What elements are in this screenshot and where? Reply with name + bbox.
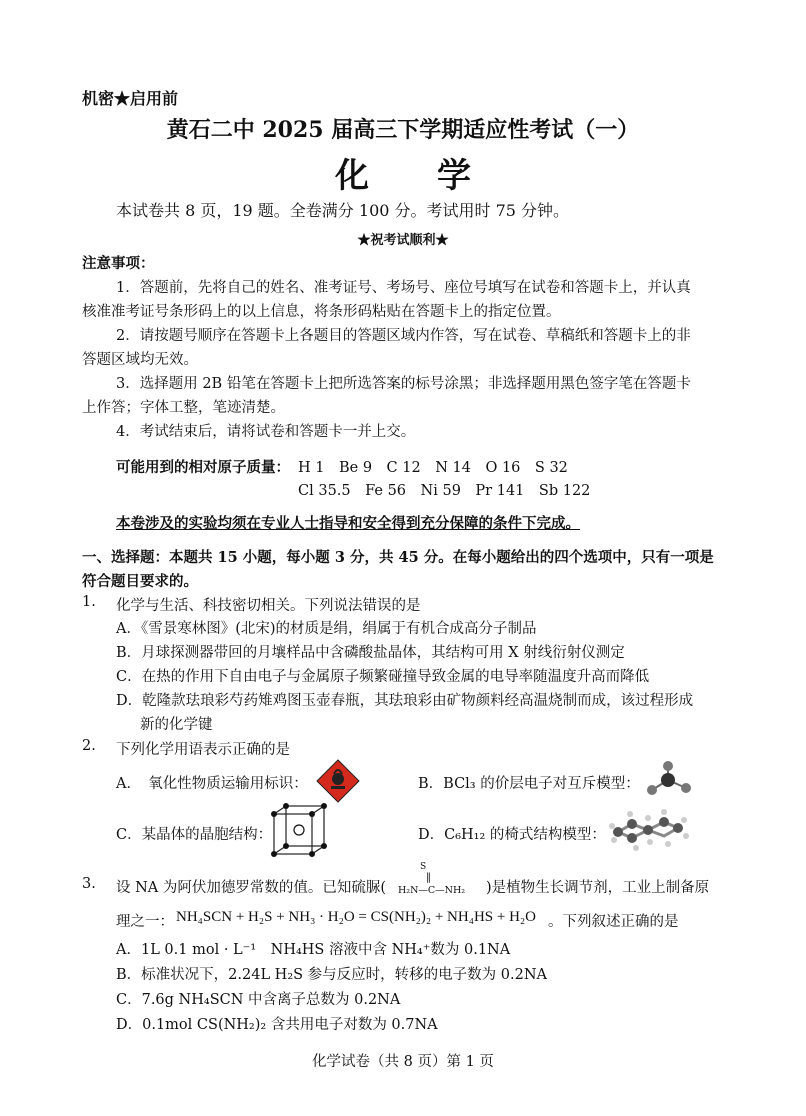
section-heading-cont: 符合题目要求的。 — [82, 573, 198, 590]
option-a: A． 氧化性物质运输用标识： — [116, 776, 308, 792]
notes-heading: 注意事项： — [82, 255, 155, 272]
option-c: C．7.6g NH₄SCN 中含离子总数为 0.2NA — [116, 992, 401, 1008]
question-stem: 化学与生活、科技密切相关。下列说法错误的是 — [116, 598, 421, 614]
question-number: 1. — [82, 594, 96, 610]
option-a: A．《雪景寒林图》(北宋)的材质是绢，绢属于有机合成高分子制品 — [116, 621, 537, 637]
atomic-mass-row2: Cl 35.5 Fe 56 Ni 59 Pr 141 Sb 122 — [298, 483, 591, 499]
blessing: ★祝考试顺利★ — [357, 233, 449, 248]
thiourea-formula: H₂N—C—NH₂ — [398, 885, 466, 896]
question-number: 3. — [82, 876, 96, 892]
question-stem-line2: 理之一： — [116, 914, 174, 930]
chair-model-icon — [608, 808, 690, 852]
note-item: 核准准考证号条形码上的以上信息，将条形码粘贴在答题卡上的指定位置。 — [82, 304, 561, 320]
option-d: D．0.1mol CS(NH₂)₂ 含共用电子对数为 0.7NA — [116, 1017, 438, 1033]
note-item: 3．选择题用 2B 铅笔在答题卡上把所选答案的标号涂黑；非选择题用黑色签字笔在答题卡 — [116, 376, 691, 392]
question-stem: 设 NA 为阿伏加德罗常数的值。已知硫脲( — [116, 880, 387, 896]
section-heading: 一、选择题：本题共 15 小题，每小题 3 分，共 45 分。在每小题给出的四个选项中，只有一项是 — [82, 549, 714, 566]
option-c: C．某晶体的晶胞结构： — [116, 827, 273, 843]
option-d: D．乾隆款珐琅彩芍药雉鸡图玉壶春瓶，其珐琅彩由矿物颜料经高温烧制而成，该过程形成 — [116, 693, 694, 709]
option-a: A．1L 0.1 mol · L⁻¹ NH₄HS 溶液中含 NH₄⁺数为 0.1NA — [116, 942, 511, 958]
confidential-mark: 机密★启用前 — [82, 89, 179, 108]
thiourea-s-label: S — [420, 862, 427, 872]
question-stem-cont: )是植物生长调节剂，工业上制备原 — [486, 880, 710, 896]
exam-title: 黄石二中 2025 届高三下学期适应性考试（一） — [166, 117, 640, 143]
page-footer: 化学试卷（共 8 页）第 1 页 — [312, 1054, 494, 1070]
oxidizer-sign-icon — [315, 758, 361, 804]
option-b: B．BCl₃ 的价层电子对互斥模型： — [418, 776, 640, 792]
unit-cell-icon — [268, 800, 330, 862]
thiourea-double-bond: ‖ — [426, 872, 431, 883]
option-b: B．标准状况下，2.24L H₂S 参与反应时，转移的电子数为 0.2NA — [116, 967, 548, 983]
option-d: D．C₆H₁₂ 的椅式结构模型： — [418, 827, 606, 843]
question-stem: 下列化学用语表示正确的是 — [116, 742, 290, 758]
option-c: C．在热的作用下自由电子与金属原子频繁碰撞导致金属的电导率随温度升高而降低 — [116, 669, 650, 685]
note-item: 上作答；字体工整，笔迹清楚。 — [82, 400, 285, 416]
reaction-equation: NH₄SCN + H₂S + NH₃ · H₂O = CS(NH₂)₂ + NH₄HS + H₂O — [176, 909, 536, 925]
atomic-mass-label: 可能用到的相对原子质量： — [116, 459, 290, 476]
exam-intro: 本试卷共 8 页，19 题。全卷满分 100 分。考试用时 75 分钟。 — [116, 201, 570, 220]
safety-notice: 本卷涉及的实验均须在专业人士指导和安全得到充分保障的条件下完成。 — [116, 515, 580, 532]
question-stem-line2-end: 。下列叙述正确的是 — [548, 914, 679, 930]
vsepr-model-icon — [640, 760, 698, 800]
question-number: 2. — [82, 738, 96, 754]
option-d-cont: 新的化学键 — [140, 717, 213, 733]
note-item: 4．考试结束后，请将试卷和答题卡一并上交。 — [116, 424, 416, 440]
note-item: 2．请按题号顺序在答题卡上各题目的答题区域内作答，写在试卷、草稿纸和答题卡上的非 — [116, 328, 691, 344]
atomic-mass-row1: H 1 Be 9 C 12 N 14 O 16 S 32 — [298, 460, 568, 476]
subject-title: 化 学 — [335, 156, 471, 196]
option-b: B．月球探测器带回的月壤样品中含磷酸盐晶体，其结构可用 X 射线衍射仪测定 — [116, 645, 625, 661]
note-item: 答题区域均无效。 — [82, 352, 198, 368]
note-item: 1．答题前，先将自己的姓名、准考证号、考场号、座位号填写在试卷和答题卡上，并认真 — [116, 280, 691, 296]
